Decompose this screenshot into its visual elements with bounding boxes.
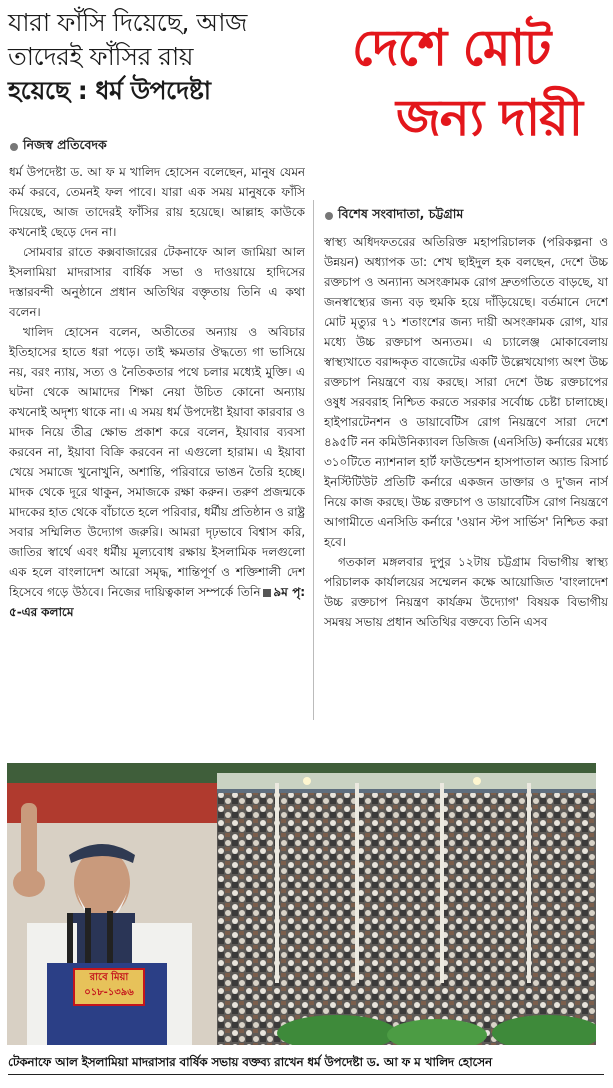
photo-caption: টেকনাফে আল ইসলামিয়া মাদরাসার বার্ষিক সভায় বক্তব্য রাখেন ধর্ম উপদেষ্টা ড. আ ফ ম খালিদ হোসেন	[8, 1055, 492, 1069]
right-article-body	[324, 232, 608, 722]
podium-sign-line: রাবে মিয়া	[89, 972, 129, 983]
left-headline-line: তাদেরই ফাঁসির রায়	[8, 42, 194, 71]
left-paragraph-text: খালিদ হোসেন বলেন, অতীতের অন্যায় ও অবিচার ইতিহাসের হাতে ধরা পড়ে। তাই ক্ষমতার ঔদ্ধত্যে গা ভাসিয়ে নয়, বরং ন্যায়, সত্য ও নৈতিকতার পথে চলার মধ্যেই মুক্তি। এ ঘটনা থেকে আমাদের শিক্ষা নেয়া উচিত কোনো অন্যায় কখনোই অদৃশ্য থাকে না। এ সময় ধর্ম উপদেষ্টা ইয়াবা কারবার ও মাদক নিয়ে তীব্র ক্ষোভ প্রকাশ করে বলেন, ইয়াবার ব্যবসা করবেন না, ইয়াবা বিক্রি করবেন না এগুলো হারাম। এ ইয়াবা খেয়ে সমাজে খুনোখুনি, অশান্তি, পরিবারে ভাঙন তৈরি হচ্ছে। মাদক থেকে দূরে থাকুন, সমাজকে রক্ষা করুন। তরুণ প্রজন্মকে মাদকের হাত থেকে বাঁচাতে হলে পরিবার, ধর্মীয় প্রতিষ্ঠান ও রাষ্ট্র সবার সম্মিলিত উদ্যোগ জরুরি। আমরা দৃঢ়ভাবে বিশ্বাস করি, জাতির স্বার্থে এবং ধর্মীয় মূল্যবোধ রক্ষায় ইসলামিক দলগুলো এক হলে বাংলাদেশ আরো সমৃদ্ধ, শান্তিপূর্ণ ও শক্তিশালী দেশ হিসেবে গড়ে উঠবে। নিজের দায়িত্বকাল সম্পর্কে তিনি	[9, 325, 305, 599]
bottom-rule	[8, 1074, 604, 1075]
right-headline-line-1: দেশে মোট	[352, 19, 551, 77]
bullet-icon	[325, 212, 333, 220]
podium-sign-line: ০১৮-১৩৯৬	[84, 987, 134, 998]
column-divider	[313, 200, 314, 720]
bullet-icon	[10, 143, 18, 151]
right-byline-text: বিশেষ সংবাদাতা, চট্টগ্রাম	[338, 206, 464, 221]
left-paragraph	[9, 322, 305, 622]
news-photo	[7, 763, 596, 1045]
left-byline-text: নিজস্ব প্রতিবেদক	[23, 137, 107, 152]
left-paragraph: সোমবার রাতে কক্সবাজারের টেকনাফে আল জামিয়া আল ইসলামিয়া মাদরাসার বার্ষিক সভা ও দাওয়ায়ে হাদিসের দস্তারবন্দী অনুষ্ঠানে প্রধান অতিথির বক্তৃতায় তিনি এ কথা বলেন।	[9, 245, 305, 319]
left-article-body	[9, 162, 305, 722]
right-paragraph: স্বাস্থ্য অধিদফতরের অতিরিক্ত মহাপরিচালক (পরিকল্পনা ও উন্নয়ন) অধ্যাপক ডা: শেখ ছাইদুল হক বলছেন, দেশে উচ্চ রক্তচাপ ও অন্যান্য অসংক্রামক রোগ দ্রুতগতিতে বাড়ছে, যা জনস্বাস্থ্যের জন্য বড় হুমকি হয়ে দাঁড়িয়েছে। বর্তমানে দেশে মোট মৃত্যুর ৭১ শতাংশের জন্য দায়ী অসংক্রামক রোগ, যার মধ্যে উচ্চ রক্তচাপ অন্যতম। এ চ্যালেঞ্জ মোকাবেলায় স্বাস্থ্যখাতে বরাদ্দকৃত বাজেটের একটি উল্লেখযোগ্য অংশ উচ্চ রক্তচাপ নিয়ন্ত্রণে ব্যয় করছে। সারা দেশে উচ্চ রক্তচাপের ওষুধ সরবরাহ নিশ্চিত করতে সরকার সর্বোচ্চ চেষ্টা চালাচ্ছে। হাইপারটেনশন ও ডায়াবেটিস রোগ নিয়ন্ত্রণে সারা দেশে ৪৯৫টি নন কমিউনিক্যাবল ডিজিজ (এনসিডি) কর্নারের মধ্যে ৩১০টিতে ন্যাশনাল হার্ট ফাউন্ডেশন হাসপাতাল অ্যান্ড রিসার্চ ইনস্টিটিউট প্রতিটি কর্নারে একজন ডাক্তার ও দু'জন নার্স নিয়ে কাজ করছে। উচ্চ রক্তচাপ ও ডায়াবেটিস রোগ নিয়ন্ত্রণে আগামীতে এনসিডি কর্নারে 'ওয়ান স্টপ সার্ভিস' নিশ্চিত করা হবে।	[324, 235, 608, 549]
jump-text: ৯ম পৃ: ৫-এর কলামে	[9, 585, 305, 619]
right-paragraph: গতকাল মঙ্গলবার দুপুর ১২টায় চট্টগ্রাম বিভাগীয় স্বাস্থ্য পরিচালক কার্যালয়ের সম্মেলন কক্ষে আয়োজিত 'বাংলাদেশ উচ্চ রক্তচাপ নিয়ন্ত্রণ কার্যক্রম উদ্যোগ' বিষয়ক বিভাগীয় সমন্বয় সভায় প্রধান অতিথির বক্তব্যে তিনি এসব	[324, 555, 608, 629]
left-headline-line: হয়েছে : ধর্ম উপদেষ্টা	[8, 76, 211, 105]
right-headline-line-2: জন্য দায়ী	[396, 89, 583, 147]
square-bullet-icon	[263, 589, 271, 597]
left-byline	[10, 137, 107, 157]
left-headline	[8, 6, 308, 108]
podium-sign	[73, 968, 145, 1006]
left-paragraph: ধর্ম উপদেষ্টা ড. আ ফ ম খালিদ হোসেন বলেছেন, মানুষ যেমন কর্ম করবে, তেমনই ফল পাবে। যারা এক সময় মানুষকে ফাঁসি দিয়েছে, আজ তাদেরই ফাঁসির রায় হয়েছে। আল্লাহ কাউকে কখনোই ছেড়ে দেন না।	[9, 165, 305, 239]
left-headline-line: যারা ফাঁসি দিয়েছে, আজ	[8, 8, 247, 37]
right-byline	[325, 206, 463, 226]
